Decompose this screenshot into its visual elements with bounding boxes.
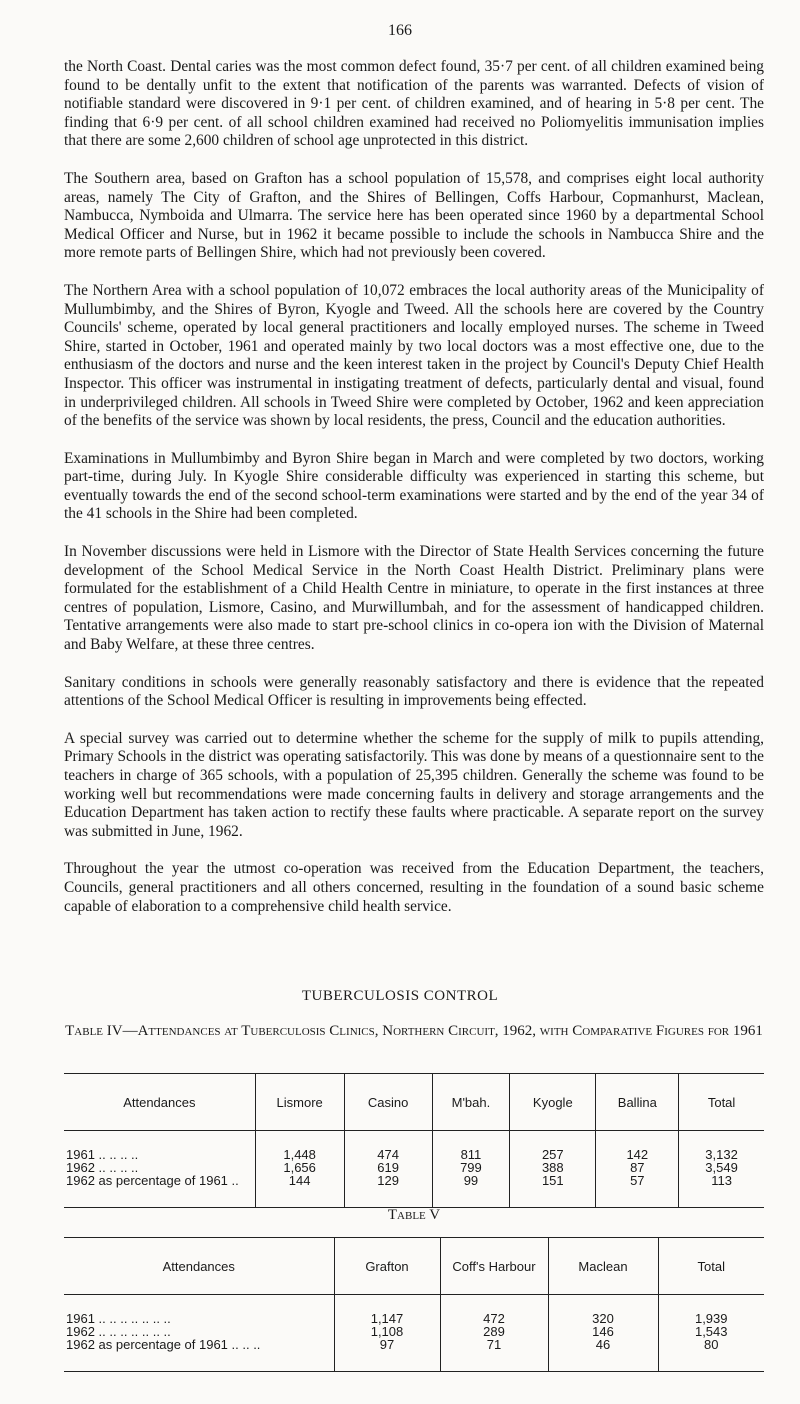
table-cell: 87 [596,1161,679,1174]
paragraph: Examinations in Mullumbimby and Byron Shire began in March and were completed by two doctors, working part-time, during July. In Kyogle Shire considerable difficulty was experienced in starting this scheme, but eventually towards the end of the second school-term examinations were started and by the end of the year 34 of the 41 schools in the Shire had been completed. [64,449,764,523]
table-cell: 472 [440,1295,548,1326]
column-header: Casino [344,1074,432,1131]
table-cell: 619 [344,1161,432,1174]
section-heading: TUBERCULOSIS CONTROL [301,988,499,1004]
table-cell: 3,549 [679,1161,764,1174]
table-cell: 46 [548,1338,658,1372]
table-cell: 146 [548,1325,658,1338]
column-header: Attendances [123,1094,196,1110]
table-cell: 811 [432,1131,509,1162]
paragraph: the North Coast. Dental caries was the most common defect found, 35·7 per cent. of all children examined being found to be dentally unfit to the extent that notification of the parents was warranted. Defects of vision of notifiable standard were discovered in 9·1 per cent. of children examined, and of hearing in 5·8 per cent. The finding that 6·9 per cent. of all school children examined had received no Poliomyelitis immunisation implies that there are some 2,600 children of school age unprotected in this district. [64,58,764,150]
column-header: Kyogle [510,1074,596,1131]
column-header: Grafton [334,1238,440,1295]
column-header: Coff's Harbour [440,1238,548,1295]
table-cell: 113 [679,1174,764,1208]
column-header: Ballina [596,1074,679,1131]
table-cell: 320 [548,1295,658,1326]
table-v-caption: Table V [387,1207,441,1223]
table-cell: 1,543 [658,1325,764,1338]
row-label: 1961 .. .. .. .. [66,1147,139,1162]
table-cell: 142 [596,1131,679,1162]
row-label: 1961 .. .. .. .. .. .. .. [66,1311,171,1326]
column-header: Attendances [162,1258,235,1274]
table-cell: 129 [344,1174,432,1208]
paragraph: The Northern Area with a school population of 10,072 embraces the local authority areas of the Municipality of Mullumbimby, and the Shires of Byron, Kyogle and Tweed. All the schools here are covered by the Country Councils' scheme, operated by local general practitioners and locally employed nurses. The scheme in Tweed Shire, started in October, 1961 and operated mainly by two local doctors was a most effective one, due to the enthusiasm of the doctors and nurse and the keen interest taken in the project by Council's Deputy Chief Health Inspector. This officer was instrumental in instigating treatment of defects, particularly dental and visual, found in underprivileged children. All schools in Tweed Shire were completed by October, 1962 and keen appreciation of the benefits of the service was shown by local residents, the press, Council and the education authorities. [64,281,764,430]
row-label: 1962 as percentage of 1961 .. .. .. [64,1338,334,1372]
body-text [64,58,764,935]
table-cell: 799 [432,1161,509,1174]
table-row [64,1174,764,1208]
table-row [64,1338,764,1372]
table-iv [64,1073,764,1208]
paragraph: A special survey was carried out to determine whether the scheme for the supply of milk to pupils attending, Primary Schools in the district was operating satisfactorily. This was done by means of a questionnaire sent to the teachers in charge of 365 schools, with a population of 25,395 children. Generally the scheme was found to be working well but recommendations were made concerning faults in delivery and storage arrangements and the Education Department has taken action to rectify these faults where practicable. A separate report on the survey was submitted in June, 1962. [64,729,764,840]
column-header: Total [658,1238,764,1295]
table-cell: 151 [510,1174,596,1208]
table-cell: 289 [440,1325,548,1338]
table-header-row [64,1238,764,1295]
table-row [64,1295,764,1326]
row-label: 1962 as percentage of 1961 .. [64,1174,255,1208]
table-cell: 144 [255,1174,344,1208]
table-cell: 1,656 [255,1161,344,1174]
row-label: 1962 .. .. .. .. [66,1160,139,1175]
paragraph: Throughout the year the utmost co-operation was received from the Education Department, the teachers, Councils, general practitioners and all others concerned, resulting in the foundation of a sound basic scheme capable of elaboration to a comprehensive child health service. [64,860,764,915]
table-cell: 71 [440,1338,548,1372]
column-header: Maclean [548,1238,658,1295]
row-label: 1962 .. .. .. .. .. .. .. [66,1324,171,1339]
table-cell: 99 [432,1174,509,1208]
table-cell: 1,147 [334,1295,440,1326]
table-cell: 3,132 [679,1131,764,1162]
table-cell: 388 [510,1161,596,1174]
column-header: M'bah. [432,1074,509,1131]
table-cell: 80 [658,1338,764,1372]
table-cell: 57 [596,1174,679,1208]
paragraph: Sanitary conditions in schools were generally reasonably satisfactory and there is evidence that the repeated attentions of the School Medical Officer is resulting in improvements being effected. [64,673,764,710]
table-header-row [64,1074,764,1131]
paragraph: The Southern area, based on Grafton has a school population of 15,578, and comprises eight local authority areas, namely The City of Grafton, and the Shires of Bellingen, Coffs Harbour, Copmanhurst, Maclean, Nambucca, Nymboida and Ulmarra. The service here has been operated since 1960 by a departmental School Medical Officer and Nurse, but in 1962 it became possible to include the schools in Nambucca Shire and the more remote parts of Bellingen Shire, which had not previously been covered. [64,169,764,262]
page-number: 166 [388,22,412,39]
table-cell: 257 [510,1131,596,1162]
table-cell: 1,448 [255,1131,344,1162]
table-cell: 97 [334,1338,440,1372]
column-header: Lismore [255,1074,344,1131]
table-cell: 1,939 [658,1295,764,1326]
table-cell: 1,108 [334,1325,440,1338]
table-iv-caption: Table IV—Attendances at Tuberculosis Clinics, Northern Circuit, 1962, with Comparative Figures for 1961 [65,1023,763,1039]
column-header: Total [679,1074,764,1131]
paragraph: In November discussions were held in Lismore with the Director of State Health Services concerning the future development of the School Medical Service in the North Coast Health District. Preliminary plans were formulated for the establishment of a Child Health Centre in miniature, to operate in the first instances at three centres of population, Lismore, Casino, and Murwillumbah, and for the assessment of handicapped children. Tentative arrangements were also made to start pre-school clinics in co-opera ion with the Division of Maternal and Baby Welfare, at these three centres. [64,543,764,654]
table-cell: 474 [344,1131,432,1162]
table-row [64,1131,764,1162]
table-v [64,1237,764,1372]
